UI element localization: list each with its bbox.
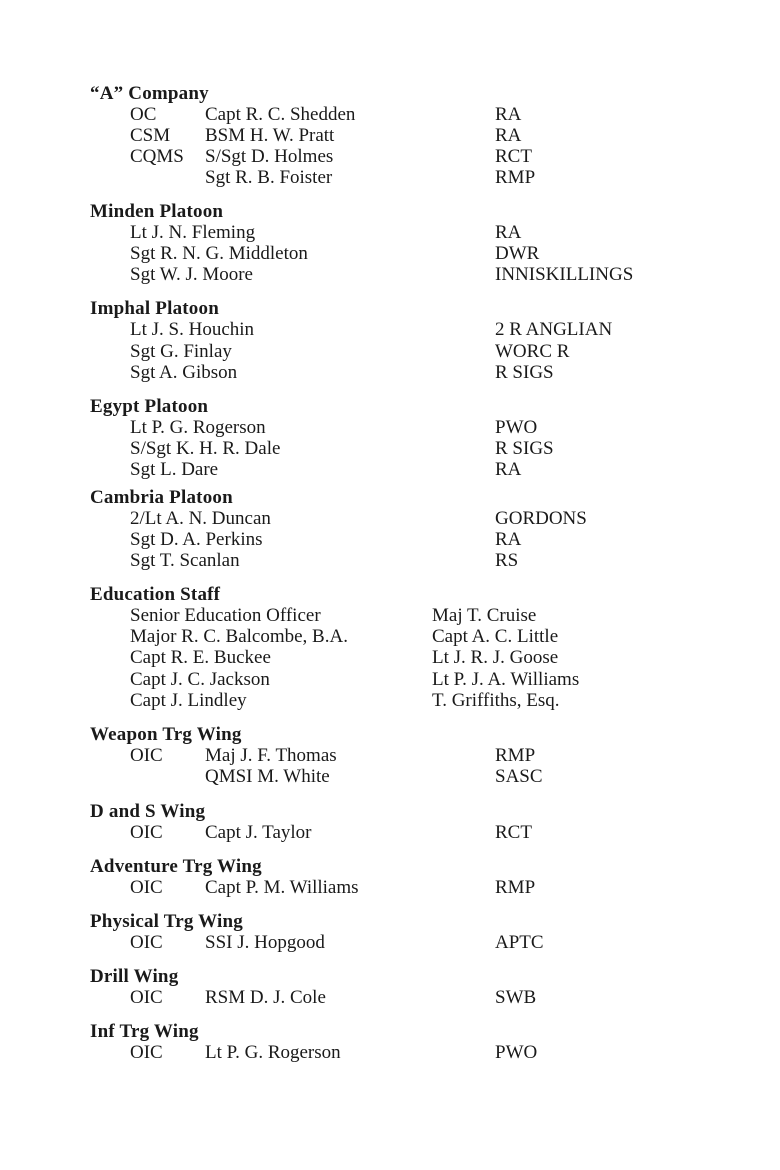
staff-right: Lt J. R. J. Goose	[432, 647, 559, 668]
unit: PWO	[495, 1042, 538, 1063]
list-item	[0, 766, 780, 788]
unit: RA	[495, 125, 522, 146]
person-name: RSM D. J. Cole	[205, 987, 326, 1008]
person-name: S/Sgt K. H. R. Dale	[130, 438, 281, 459]
section-title-drill-wing: Drill Wing	[90, 966, 179, 987]
list-item	[0, 167, 780, 189]
list-item	[0, 690, 780, 712]
section-title-egypt-platoon: Egypt Platoon	[90, 396, 209, 417]
section-title-weapon-trg-wing: Weapon Trg Wing	[90, 724, 242, 745]
section-title-minden-platoon: Minden Platoon	[90, 201, 224, 222]
list-item	[0, 1042, 780, 1064]
role: OC	[130, 104, 157, 125]
unit: R SIGS	[495, 362, 554, 383]
unit: 2 R ANGLIAN	[495, 319, 613, 340]
list-item	[0, 146, 780, 168]
list-item	[0, 669, 780, 691]
unit: R SIGS	[495, 438, 554, 459]
list-item	[0, 550, 780, 572]
unit: RMP	[495, 877, 536, 898]
person-name: Maj J. F. Thomas	[205, 745, 337, 766]
list-item	[0, 319, 780, 341]
list-item	[0, 417, 780, 439]
list-item	[0, 104, 780, 126]
list-item	[0, 508, 780, 530]
staff-right: Maj T. Cruise	[432, 605, 537, 626]
section-title-education-staff: Education Staff	[90, 584, 221, 605]
person-name: Sgt A. Gibson	[130, 362, 238, 383]
person-name: Sgt L. Dare	[130, 459, 219, 480]
person-name: Capt P. M. Williams	[205, 877, 359, 898]
unit: RA	[495, 222, 522, 243]
unit: RMP	[495, 167, 536, 188]
role: OIC	[130, 987, 163, 1008]
unit: APTC	[495, 932, 544, 953]
person-name: Lt P. G. Rogerson	[205, 1042, 341, 1063]
role: OIC	[130, 877, 163, 898]
unit: SASC	[495, 766, 543, 787]
list-item	[0, 647, 780, 669]
list-item	[0, 341, 780, 363]
role: OIC	[130, 1042, 163, 1063]
list-item	[0, 987, 780, 1009]
list-item	[0, 529, 780, 551]
person-name: Sgt T. Scanlan	[130, 550, 240, 571]
unit: PWO	[495, 417, 538, 438]
person-name: Sgt R. B. Foister	[205, 167, 333, 188]
person-name: Lt P. G. Rogerson	[130, 417, 266, 438]
unit: RMP	[495, 745, 536, 766]
list-item	[0, 822, 780, 844]
list-item	[0, 222, 780, 244]
person-name: 2/Lt A. N. Duncan	[130, 508, 271, 529]
role: OIC	[130, 745, 163, 766]
role: CQMS	[130, 146, 184, 167]
section-title-d-and-s-wing: D and S Wing	[90, 801, 206, 822]
list-item	[0, 243, 780, 265]
unit: WORC R	[495, 341, 570, 362]
role: OIC	[130, 822, 163, 843]
person-name: Sgt W. J. Moore	[130, 264, 253, 285]
unit: RA	[495, 104, 522, 125]
section-title-cambria-platoon: Cambria Platoon	[90, 487, 233, 508]
unit: DWR	[495, 243, 540, 264]
person-name: Lt J. S. Houchin	[130, 319, 255, 340]
staff-left: Capt J. Lindley	[130, 690, 247, 711]
list-item	[0, 745, 780, 767]
list-item	[0, 932, 780, 954]
staff-left: Capt R. E. Buckee	[130, 647, 271, 668]
list-item	[0, 362, 780, 384]
unit: SWB	[495, 987, 537, 1008]
section-title-adventure-trg-wing: Adventure Trg Wing	[90, 856, 262, 877]
staff-left: Capt J. C. Jackson	[130, 669, 270, 690]
list-item	[0, 459, 780, 481]
list-item	[0, 877, 780, 899]
unit: RCT	[495, 822, 532, 843]
person-name: QMSI M. White	[205, 766, 330, 787]
unit: RA	[495, 529, 522, 550]
role: CSM	[130, 125, 171, 146]
person-name: Lt J. N. Fleming	[130, 222, 256, 243]
person-name: Capt R. C. Shedden	[205, 104, 356, 125]
list-item	[0, 125, 780, 147]
person-name: Capt J. Taylor	[205, 822, 312, 843]
unit: RA	[495, 459, 522, 480]
person-name: Sgt R. N. G. Middleton	[130, 243, 308, 264]
unit: GORDONS	[495, 508, 587, 529]
section-title-imphal-platoon: Imphal Platoon	[90, 298, 219, 319]
list-item	[0, 605, 780, 627]
person-name: Sgt D. A. Perkins	[130, 529, 263, 550]
person-name: BSM H. W. Pratt	[205, 125, 335, 146]
staff-left: Senior Education Officer	[130, 605, 321, 626]
list-item	[0, 626, 780, 648]
staff-right: T. Griffiths, Esq.	[432, 690, 560, 711]
unit: RS	[495, 550, 519, 571]
staff-left: Major R. C. Balcombe, B.A.	[130, 626, 348, 647]
person-name: S/Sgt D. Holmes	[205, 146, 334, 167]
staff-right: Capt A. C. Little	[432, 626, 559, 647]
unit: RCT	[495, 146, 532, 167]
person-name: Sgt G. Finlay	[130, 341, 232, 362]
list-item	[0, 264, 780, 286]
section-title-a-company: “A” Company	[90, 83, 209, 104]
section-title-inf-trg-wing: Inf Trg Wing	[90, 1021, 199, 1042]
list-item	[0, 438, 780, 460]
person-name: SSI J. Hopgood	[205, 932, 325, 953]
section-title-physical-trg-wing: Physical Trg Wing	[90, 911, 243, 932]
role: OIC	[130, 932, 163, 953]
staff-right: Lt P. J. A. Williams	[432, 669, 580, 690]
unit: INNISKILLINGS	[495, 264, 634, 285]
